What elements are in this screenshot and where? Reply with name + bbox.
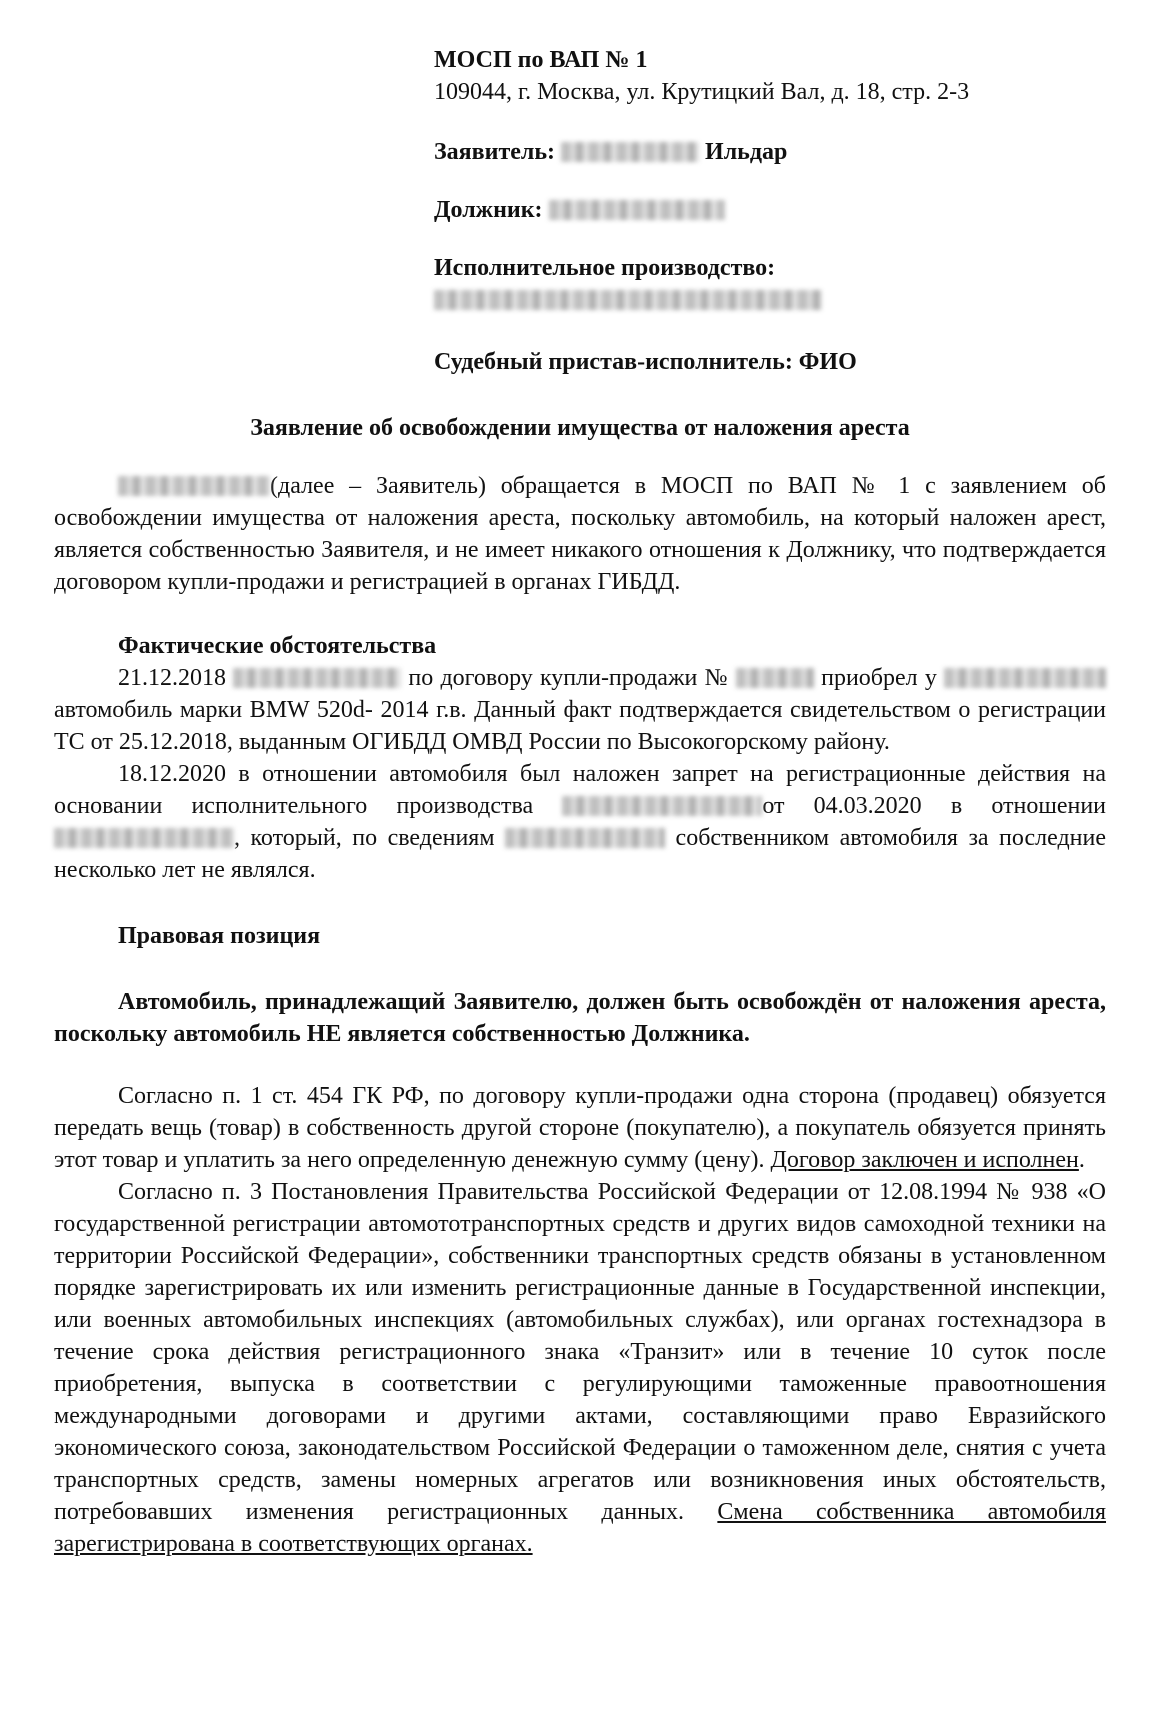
court-address: 109044, г. Москва, ул. Крутицкий Вал, д. 18, стр. 2-3 bbox=[434, 79, 970, 105]
legal-paragraph-1: Согласно п. 1 ст. 454 ГК РФ, по договору купли-продажи одна сторона (продавец) обязуется передать вещь (товар) в собственность другой стороне (покупателю), а покупатель обязуется принять этот товар и уплатить за него определенную денежную сумму (цену). Договор заключен и исполнен. bbox=[54, 1083, 1106, 1173]
debtor-line: Должник: bbox=[434, 194, 1106, 226]
redacted-debtor-short bbox=[54, 828, 234, 848]
court-name: МОСП по ВАП № 1 bbox=[434, 47, 648, 73]
facts-heading: Фактические обстоятельства bbox=[118, 633, 437, 659]
redacted-buyer-name bbox=[233, 668, 401, 688]
facts-paragraph-1: 21.12.2018 по договору купли-продажи № приобрел у автомобиль марки BMW 520d- 2014 г.в. Данный факт подтверждается свидетельством о регистрации ТС от 25.12.2018, выданным ОГИБДД ОМВД России по Высокогорскому району. bbox=[54, 665, 1106, 755]
redacted-applicant-short bbox=[505, 828, 665, 848]
redacted-applicant-surname bbox=[561, 142, 699, 162]
redacted-applicant-name bbox=[118, 476, 270, 496]
owner-change-registered-underlined: Смена собственника автомобиля зарегистрирована в соответствующих органах. bbox=[54, 1499, 1107, 1557]
proceeding-number-line bbox=[434, 284, 1106, 316]
redacted-seller-name bbox=[944, 668, 1106, 688]
redacted-contract-number bbox=[736, 668, 814, 688]
redacted-proceeding-ref bbox=[562, 796, 762, 816]
contract-fulfilled-underlined: Договор заключен и исполнен bbox=[770, 1147, 1079, 1173]
legal-paragraph-2: Согласно п. 3 Постановления Правительства Российской Федерации от 12.08.1994 № 938 «О государственной регистрации автомототранспортных средств и других видов самоходной техники на территории Российской Федерации», собственники транспортных средств обязаны в установленном порядке зарегистрировать их или изменить регистрационные данные в Государственной инспекции, или военных автомобильных инспекциях (автомобильных службах), или органах гостехнадзора в течение срока действия регистрационного знака «Транзит» или в течение 10 суток после приобретения, выпуска в соответствии с регулирующими таможенные правоотношения международными договорами и другими актами, составляющими право Евразийского экономического союза, законодательством Российской Федерации о таможенном деле, снятия с учета транспортных средств, замены номерных агрегатов или возникновения иных обстоятельств, потребовавших изменения регистрационных данных. Смена собственника автомобиля зарегистрирована в соответствующих органах. bbox=[54, 1179, 1107, 1557]
document-title: Заявление об освобождении имущества от наложения ареста bbox=[250, 415, 910, 441]
bailiff-line: Судебный пристав-исполнитель: ФИО bbox=[434, 349, 857, 375]
intro-paragraph: (далее – Заявитель) обращается в МОСП по ВАП № 1 с заявлением об освобождении имущества от наложения ареста, поскольку автомобиль, на который наложен арест, является собственностью Заявителя, и не имеет никакого отношения к Должнику, что подтверждается договором купли-продажи и регистрацией в органах ГИБДД. bbox=[54, 473, 1106, 595]
proceeding-line: Исполнительное производство: bbox=[434, 255, 776, 281]
legal-heading: Правовая позиция bbox=[118, 923, 321, 949]
redacted-debtor-name bbox=[549, 200, 725, 220]
applicant-line: Заявитель: Ильдар bbox=[434, 139, 788, 165]
legal-thesis: Автомобиль, принадлежащий Заявителю, должен быть освобождён от наложения ареста, поскольку автомобиль НЕ является собственностью Должника. bbox=[54, 989, 1106, 1047]
document-header bbox=[434, 44, 1106, 378]
facts-paragraph-2: 18.12.2020 в отношении автомобиля был наложен запрет на регистрационные действия на основании исполнительного производства от 04.03.2020 в отношении , который, по сведениям собственником автомобиля за последние несколько лет не являлся. bbox=[54, 761, 1107, 883]
redacted-proceeding-number bbox=[434, 290, 822, 310]
